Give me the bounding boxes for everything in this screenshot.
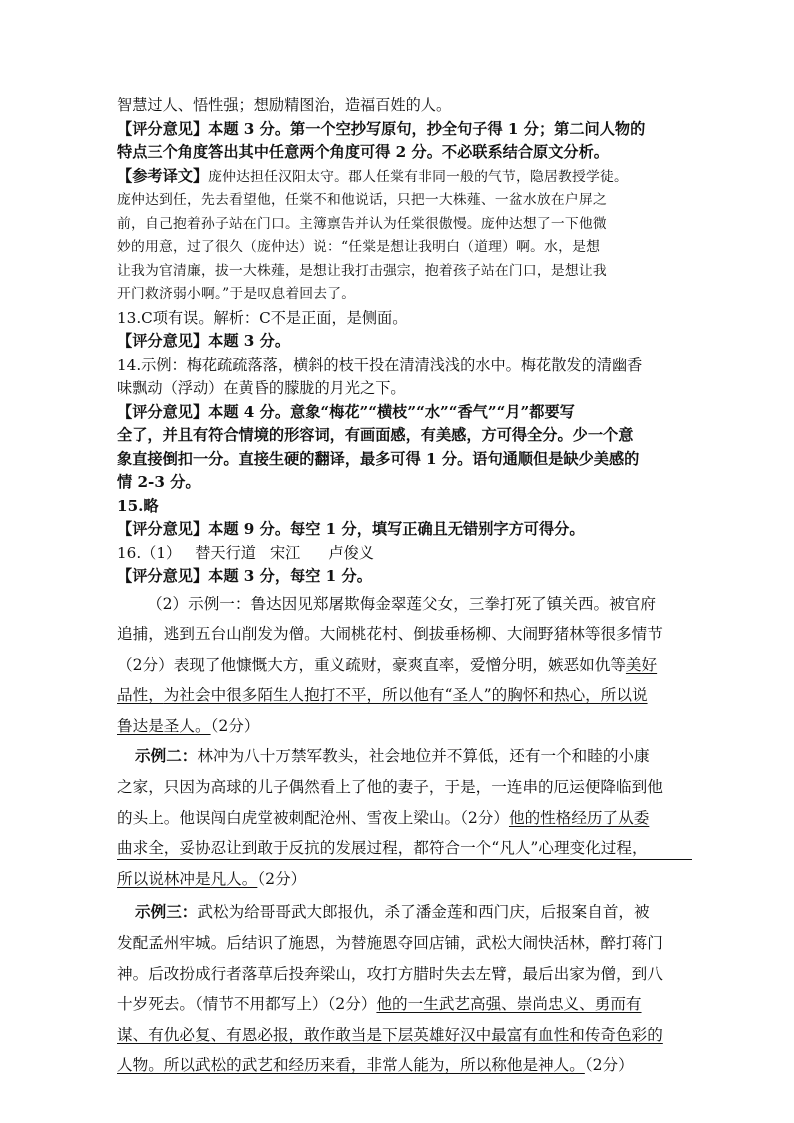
- underlined-text: 品性，: [117, 686, 164, 705]
- example-two: 曲求全，妥协忍让到敢于反抗的发展过程，都符合一个“凡人”心理变化过程，: [117, 839, 648, 858]
- translation-line: 开门救济弱小啊。”于是叹息着回去了。: [117, 286, 356, 302]
- underlined-text: 他的性格经历了从委: [508, 808, 650, 827]
- underlined-text: 他的一生武艺高强、崇尚忠义、勇而有: [376, 995, 642, 1014]
- example-one: [117, 711, 685, 742]
- example-one: （2）示例一：鲁达因见郑屠欺侮金翠莲父女，三拳打死了镇关西。被官府: [147, 594, 656, 613]
- answer-blank-1: 替天行道: [195, 543, 256, 562]
- scoring-note: 【评分意见】本题 3 分。第一个空抄写原句，抄全句子得 1 分；第二问人物的: [117, 119, 646, 138]
- score-mark: （2分）: [210, 716, 260, 735]
- scoring-note: 【评分意见】本题 9 分。每空 1 分，填写正确且无错别字方可得分。: [117, 520, 585, 538]
- example-one: [117, 650, 685, 681]
- underlined-text: 所以说林冲是凡人。: [117, 869, 258, 888]
- scoring-note: 【评分意见】本题 3 分。: [117, 332, 291, 350]
- answer-blank-2: 宋江: [269, 543, 301, 562]
- example-text: 林冲为八十万禁军教头，社会地位并不算低，还有一个和睦的小康: [197, 747, 650, 766]
- example-one: [117, 680, 685, 711]
- answer-15: 15.略: [117, 496, 159, 515]
- document-page: [117, 94, 685, 1081]
- score-mark: （2分）: [257, 869, 307, 888]
- example-three: 发配孟州牢城。后结识了施恩，为替施恩夺回店铺，武松大闹快活林，醉打蒋门: [117, 934, 663, 953]
- example-text: 武松为给哥哥武大郎报仇，杀了潘金莲和西门庆，后报案自首，被: [197, 903, 650, 922]
- underlined-text: 人物。所以武松的武艺和经历来看，非常人能为，所以称他是神人。: [117, 1056, 585, 1075]
- scoring-note: 情 2-3 分。: [117, 473, 201, 491]
- underlined-text: 为社会中很多陌生人抱打不平，所以他有“圣人”的胸怀和热心，所以说: [163, 686, 648, 705]
- answer-14: 14.示例：梅花疏疏落落，横斜的枝干投在清清浅浅的水中。梅花散发的清幽香: [117, 355, 643, 374]
- answer-blank-3: 卢俊义: [328, 543, 374, 562]
- scoring-note: 【评分意见】本题 3 分，每空 1 分。: [117, 567, 372, 585]
- translation-line: 让我为官清廉，拔一大株薤，是想让我打击强宗，抱着孩子站在门口，是想让我: [117, 262, 607, 279]
- example-three: [117, 897, 685, 928]
- example-three: [117, 1050, 685, 1081]
- reference-translation: [117, 165, 685, 190]
- translation-label: 【参考译文】: [117, 166, 209, 185]
- example-one: 追捕，逃到五台山削发为僧。大闹桃花村、倒拔垂杨柳、大闹野猪林等很多情节: [117, 625, 663, 644]
- example-two: [117, 864, 685, 895]
- example-three: 神。后改扮成行者落草后投奔梁山，攻打方腊时失去左臂，最后出家为僧，到八: [117, 964, 663, 983]
- score-mark: （2分）: [584, 1056, 634, 1075]
- underlined-text: 鲁达是圣人。: [117, 716, 211, 735]
- question-number: 16.（1）: [117, 543, 182, 562]
- answer-13: 13.C项有误。解析：C不是正面，是侧面。: [117, 308, 408, 327]
- example-label: 示例三：: [135, 902, 198, 922]
- answer-14: 味飘动（浮动）在黄昏的朦胧的月光之下。: [117, 379, 406, 397]
- translation-line: 前，自己抱着孙子站在门口。主簿禀告并认为任棠很傲慢。庞仲达想了一下他微: [117, 215, 607, 232]
- example-two: [117, 741, 685, 772]
- translation-text: 庞仲达担任汉阳太守。郡人任棠有非同一般的气节，隐居教授学徒。: [208, 168, 629, 185]
- translation-line: 庞仲达到任，先去看望他，任棠不和他说话，只把一大株薤、一盆水放在户屏之: [117, 192, 607, 208]
- translation-line: 妙的用意，过了很久（庞仲达）说：“任棠是想让我明白（道理）啊。水，是想: [117, 239, 601, 255]
- example-text: 十岁死去。（情节不用都写上）（2分）: [117, 995, 377, 1014]
- text-line: 智慧过人、悟性强；想励精图治，造福百姓的人。: [117, 96, 452, 114]
- example-two: 之家，只因为高球的儿子偶然看上了他的妻子，于是，一连串的厄运便降临到他: [117, 778, 663, 797]
- example-three: [117, 989, 685, 1020]
- answer-16-1: [117, 542, 685, 566]
- underlined-text: 美好: [625, 655, 658, 674]
- example-three: 谋、有仇必复、有恩必报，敢作敢当是下层英雄好汉中最富有血性和传奇色彩的: [117, 1025, 663, 1044]
- example-text: 的头上。他误闯白虎堂被刺配沧州、雪夜上梁山。（2分）: [117, 808, 509, 827]
- scoring-note: 全了，并且有符合情境的形容词，有画面感，有美感，方可得全分。少一个意: [117, 426, 634, 444]
- scoring-note: 特点三个角度答出其中任意两个角度可得 2 分。不必联系结合原文分析。: [117, 143, 609, 161]
- example-label: 示例二：: [135, 746, 198, 766]
- scoring-note: 【评分意见】本题 4 分。意象“梅花”“横枝”“水”“香气”“月”都要写: [117, 402, 575, 421]
- example-text: （2分）表现了他慷慨大方，重义疏财，豪爽直率，爱憎分明，嫉恶如仇等: [117, 655, 626, 674]
- scoring-note: 象直接倒扣一分。直接生硬的翻译，最多可得 1 分。语句通顺但是缺少美感的: [117, 449, 640, 468]
- example-two: [117, 803, 685, 834]
